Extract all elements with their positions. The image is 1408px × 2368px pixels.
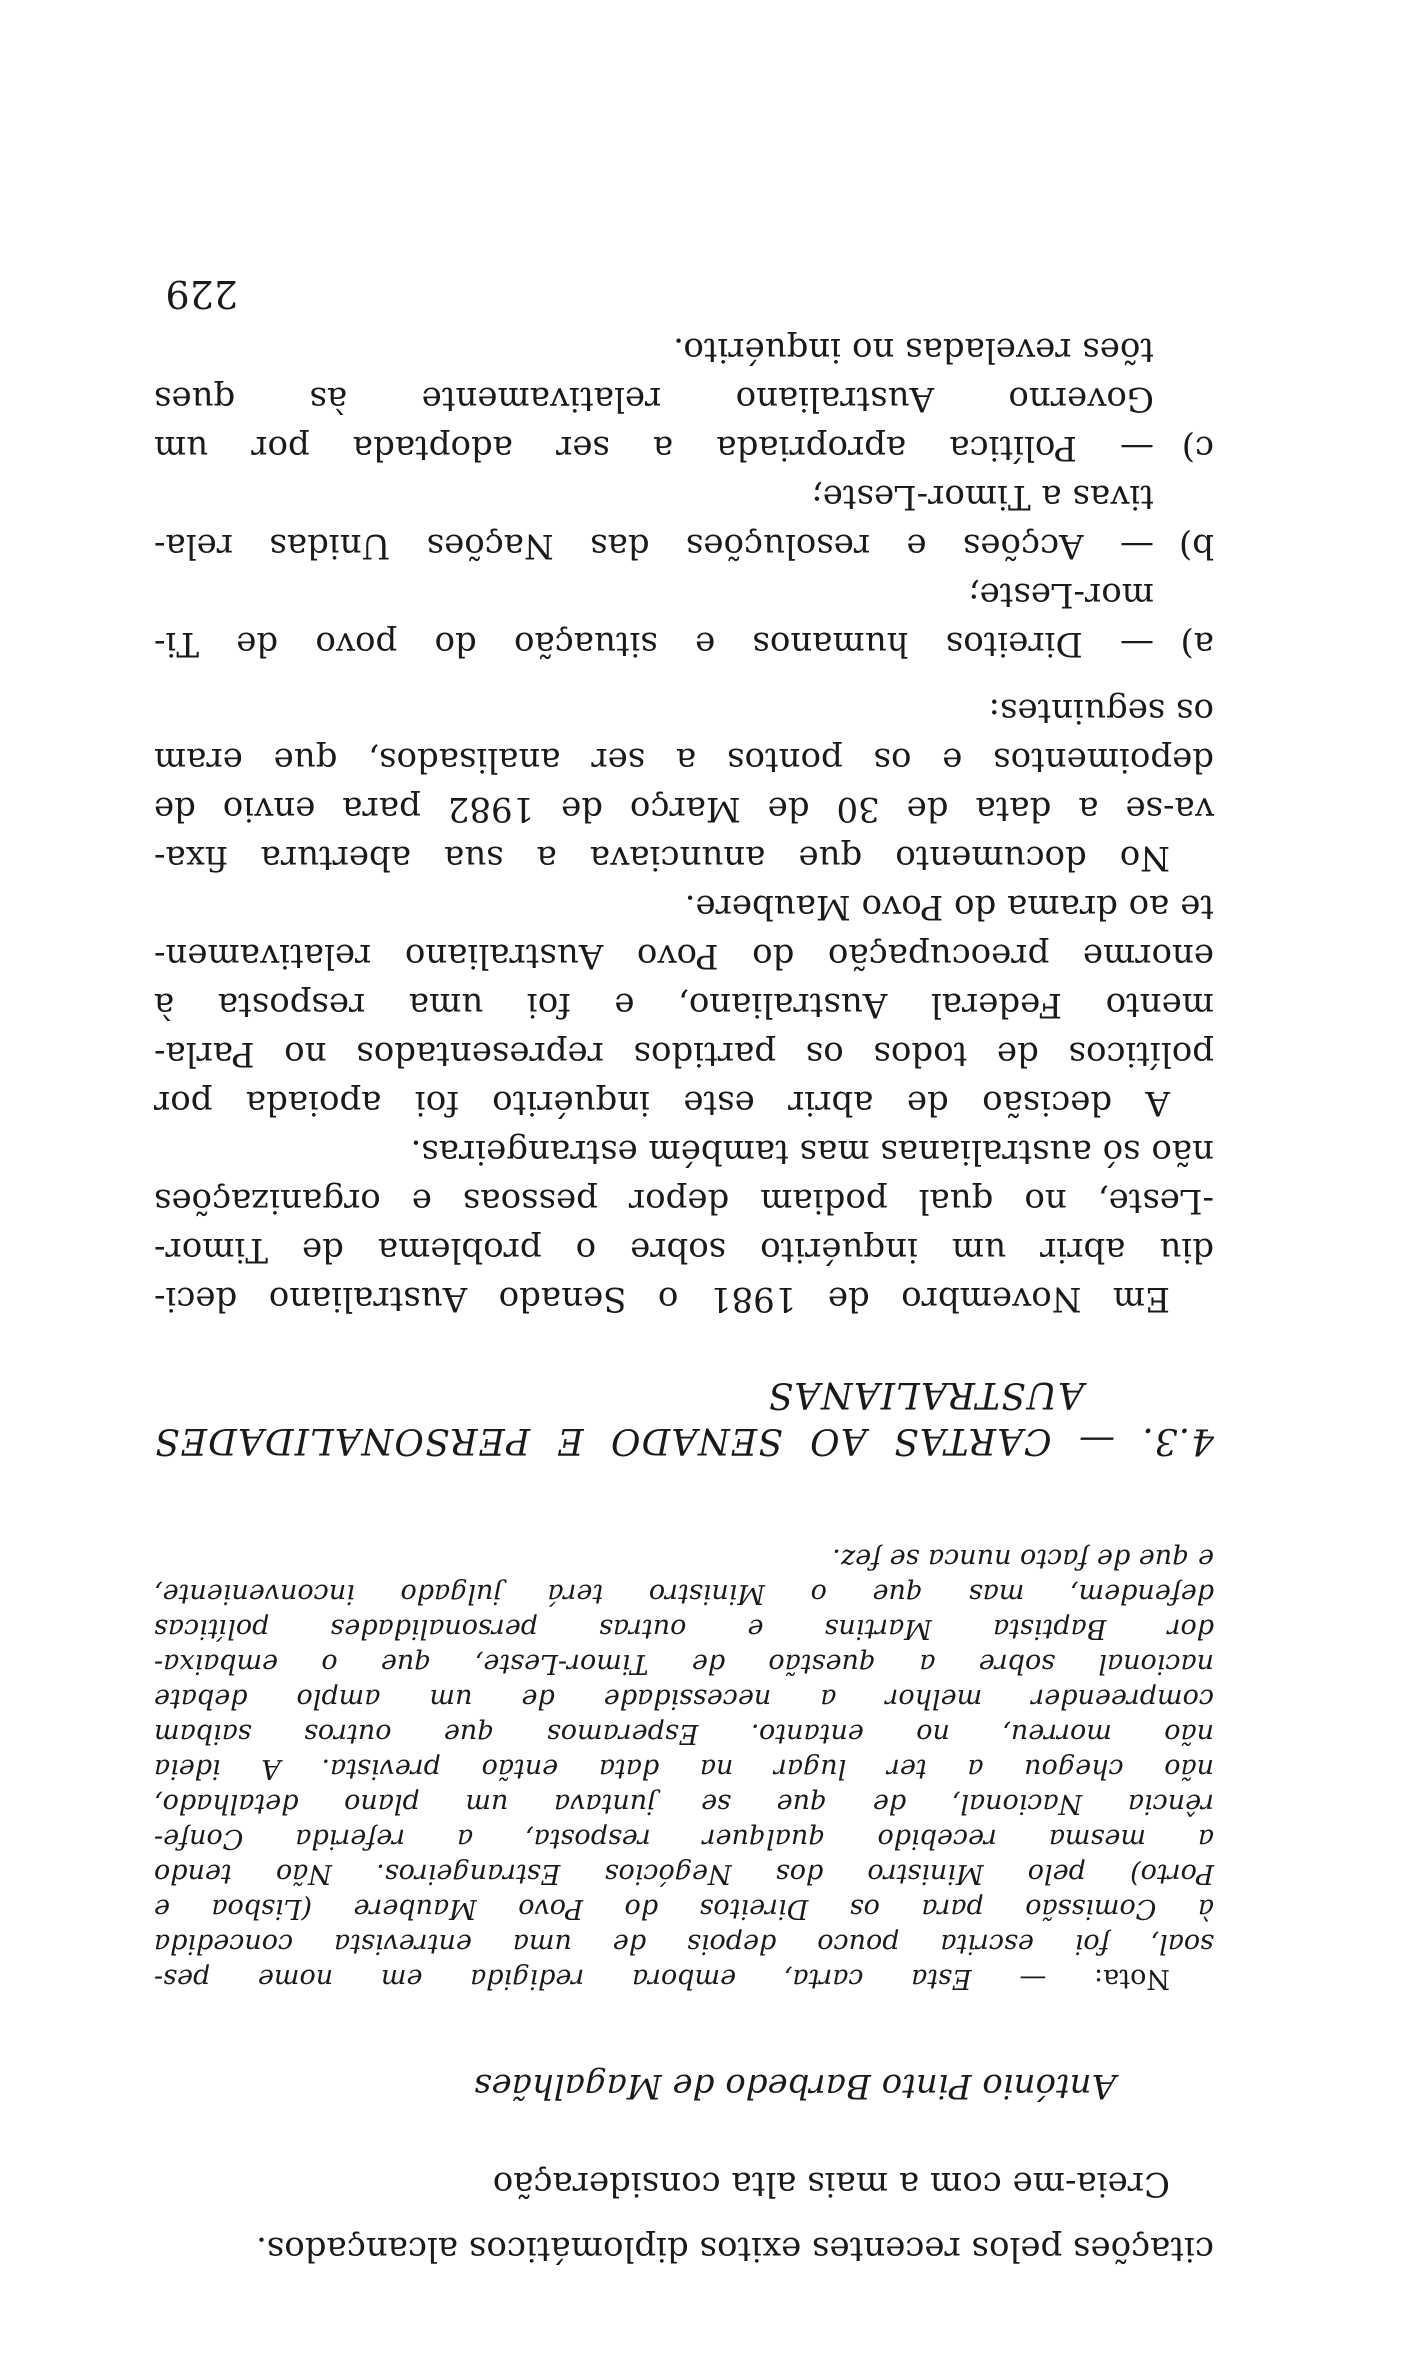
section-heading-line1: 4.3. — CARTAS AO SENADO E PERSONALIDADES xyxy=(154,1420,1214,1461)
letter-signature: António Pinto Barbedo de Magalhães xyxy=(474,2066,1117,2106)
list-marker: c) xyxy=(1181,428,1214,468)
note-line: soal, foi escrita pouco depois de uma entrevista concedida xyxy=(154,1928,1214,1959)
note-line: compreender melhor a necessidade de um amplo debate xyxy=(154,1683,1214,1714)
section-heading-line2: AUSTRALIANAS xyxy=(767,1374,1084,1415)
letter-salutation: Creia-me com a mais alta consideração xyxy=(492,2164,1170,2204)
note-line: dor Baptista Martins e outras personalidades políticas xyxy=(154,1613,1214,1644)
paragraph-2: A decisão de abrir este inquérito foi apoiada por políticos de todos os partidos representados no Parla- mento Federal Australiano, e foi uma resposta à enorme preocupação do Povo Australiano relativamen- te ao drama do Povo Maubere. xyxy=(154,887,1214,1123)
list-item-a: a) — Direitos humanos e situação do povo de Ti- mor-Leste; xyxy=(154,570,1214,668)
topics-list xyxy=(154,325,1214,668)
paragraph-3: No documento que anunciava a sua abertura fixa- va-se a data de 30 de Março de 1982 para envio de depoimentos e os pontos a ser analisados, que eram os seguintes: xyxy=(154,691,1214,878)
list-marker: b) xyxy=(1178,526,1214,566)
footnote xyxy=(154,1541,1214,1996)
note-line: e que de facto nunca se fez. xyxy=(832,1543,1214,1574)
note-line: defendem, mas que o Ministro terá julgado inconveniente, xyxy=(154,1578,1214,1609)
note-line: Nota: — Esta carta, embora redigida em nome pes- xyxy=(154,1963,1170,1994)
page-number: 229 xyxy=(165,272,238,316)
paragraph-1: Em Novembro de 1981 o Senado Australiano deci- diu abrir um inquérito sobre o problema de Timor- -Leste, no qual podiam depor pessoas e organizações não só australianas mas também estrangeiras. xyxy=(154,1132,1214,1319)
letter-closing-line: citações pelos recentes exitos diplomáticos alcançados. xyxy=(256,2229,1214,2269)
note-line: rência Nacional, de que se juntava um plano detalhado, xyxy=(154,1788,1214,1819)
note-line: a mesma recebido qualquer resposta, a referida Confe- xyxy=(154,1823,1214,1854)
note-line: não morreu, no entanto. Esperamos que outros saibam xyxy=(154,1718,1214,1749)
list-item-b: b) — Acções e resoluções das Nações Unidas rela- tivas a Timor-Leste; xyxy=(154,472,1214,570)
section-heading xyxy=(154,1371,1214,1463)
note-line: não chegou a ter lugar na data então prevista. A ideia xyxy=(154,1753,1214,1784)
list-item-c: c) — Política apropriada a ser adoptada por um Governo Australiano relativamente às ques tões reveladas no inquérito. xyxy=(154,325,1214,472)
note-line: Porto) pelo Ministro dos Negócios Estrangeiros. Não tendo xyxy=(154,1858,1214,1889)
list-marker: a) xyxy=(1180,624,1214,664)
note-line: à Comissão para os Direitos do Povo Maubere (Lisboa e xyxy=(154,1893,1214,1924)
note-line: nacional sobre a questão de Timor-Leste, que o embaixa- xyxy=(154,1648,1214,1679)
